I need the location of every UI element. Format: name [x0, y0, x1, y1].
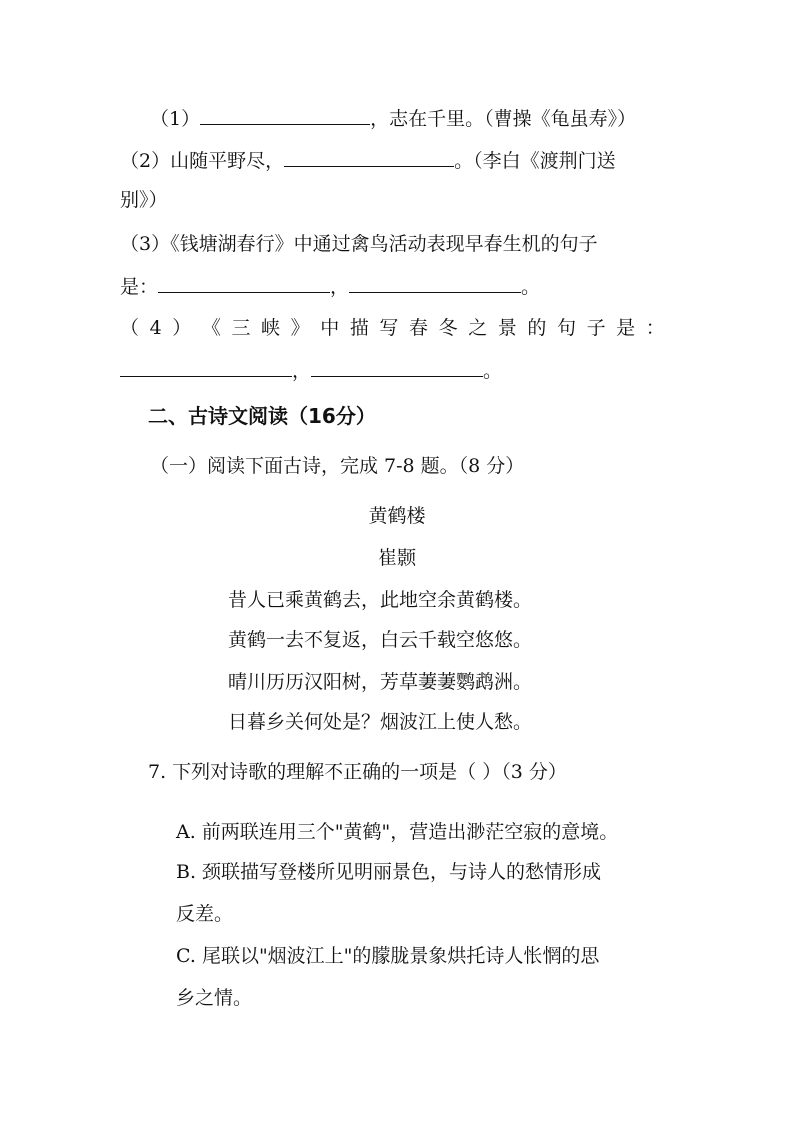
- poem-author: 崔颢: [377, 547, 416, 569]
- option-c[interactable]: C. 尾联以"烟波江上"的朦胧景象烘托诗人怅惘的思: [176, 945, 600, 967]
- question-4-char: 的: [527, 317, 547, 339]
- question-4-char: 中: [320, 317, 340, 339]
- option-a[interactable]: A. 前两联连用三个"黄鹤"，营造出渺茫空寂的意境。: [176, 821, 619, 843]
- question-1-prefix: （1）: [150, 108, 201, 130]
- question-4-char: 是: [616, 317, 636, 339]
- option-b[interactable]: B. 颈联描写登楼所见明丽景色，与诗人的愁情形成: [176, 861, 602, 883]
- question-4-char: 子: [586, 317, 606, 339]
- question-3-prefix: 是：: [120, 276, 159, 298]
- question-4-char: 之: [468, 317, 488, 339]
- question-4-char: 春: [409, 317, 429, 339]
- fill-blank[interactable]: [311, 358, 483, 377]
- poem-title: 黄鹤楼: [368, 505, 426, 527]
- question-7-stem: 7. 下列对诗歌的理解不正确的一项是（ ）（3 分）: [148, 761, 567, 783]
- question-4-char: ：: [645, 317, 665, 339]
- question-4-char: 》: [290, 317, 310, 339]
- question-4-char: 冬: [438, 317, 458, 339]
- question-3-line2: [120, 274, 540, 299]
- question-4-mid: ，: [292, 360, 312, 382]
- part-instruction: （一）阅读下面古诗，完成 7-8 题。（8 分）: [150, 455, 525, 477]
- question-4-char: 《: [201, 317, 221, 339]
- question-4-char: （: [120, 317, 140, 339]
- question-4-char: 句: [556, 317, 576, 339]
- question-2-continuation: 别》）: [120, 189, 168, 211]
- question-2-prefix: （2）山随平野尽，: [120, 150, 285, 172]
- question-4-suffix: 。: [483, 360, 503, 382]
- question-4-char: 三: [231, 317, 251, 339]
- option-b-continuation: 反差。: [176, 903, 234, 925]
- question-3-suffix: 。: [521, 276, 541, 298]
- poem-line: 昔人已乘黄鹤去，此地空余黄鹤楼。: [228, 589, 533, 611]
- poem-line: 黄鹤一去不复返，白云千载空悠悠。: [228, 629, 533, 651]
- fill-blank[interactable]: [284, 148, 454, 167]
- question-4-char: 峡: [261, 317, 281, 339]
- question-3-mid: ，: [330, 276, 350, 298]
- section-heading: 二、古诗文阅读（16分）: [148, 404, 376, 428]
- question-2-suffix: 。（李白《渡荆门送: [454, 150, 616, 172]
- question-4-line2: [120, 358, 502, 383]
- option-c-continuation: 乡之情。: [176, 987, 253, 1009]
- question-2: [120, 148, 616, 173]
- question-4-char: 写: [379, 317, 399, 339]
- question-4-char: 4: [149, 317, 162, 339]
- poem-line: 晴川历历汉阳树，芳草萋萋鹦鹉洲。: [228, 671, 533, 693]
- fill-blank[interactable]: [158, 274, 330, 293]
- question-3-line1: （3）《钱塘湖春行》中通过禽鸟活动表现早春生机的句子: [120, 233, 598, 255]
- fill-blank[interactable]: [120, 358, 292, 377]
- question-4-char: 描: [349, 317, 369, 339]
- poem-line: 日暮乡关何处是？烟波江上使人愁。: [228, 711, 533, 733]
- fill-blank[interactable]: [200, 106, 370, 125]
- question-4-char: 景: [497, 317, 517, 339]
- fill-blank[interactable]: [349, 274, 521, 293]
- question-4-line1: [120, 316, 665, 340]
- question-4-char: ）: [172, 317, 192, 339]
- question-1-suffix: ，志在千里。（曹操《龟虽寿》）: [370, 108, 637, 130]
- question-1: [150, 106, 636, 131]
